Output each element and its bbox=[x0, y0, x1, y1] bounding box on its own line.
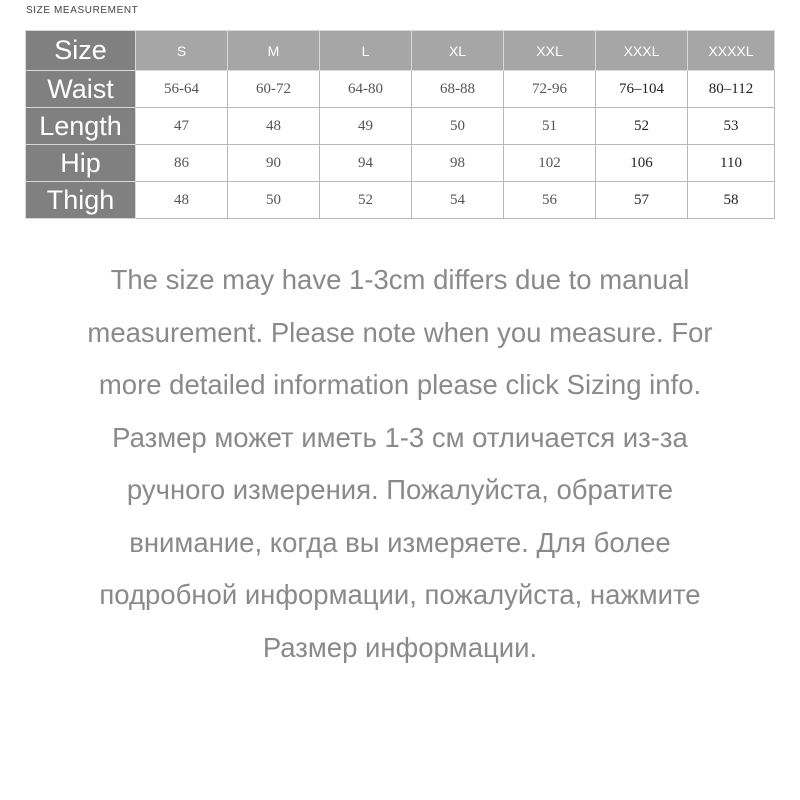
table-cell: 98 bbox=[412, 145, 504, 182]
note-line: внимание, когда вы измеряете. Для более bbox=[129, 526, 671, 558]
table-cell: 52 bbox=[320, 182, 412, 219]
size-corner-label: Size bbox=[26, 31, 136, 71]
table-cell: 47 bbox=[136, 108, 228, 145]
table-cell: 106 bbox=[596, 145, 688, 182]
table-cell: 53 bbox=[688, 108, 775, 145]
table-cell: 57 bbox=[596, 182, 688, 219]
note-line: measurement. Please note when you measure. For bbox=[87, 316, 713, 348]
size-chart-table bbox=[25, 30, 775, 219]
table-cell: 50 bbox=[412, 108, 504, 145]
size-header-row bbox=[26, 31, 775, 71]
size-header-cell: XXXXL bbox=[688, 31, 775, 71]
note-line: ручного измерения. Пожалуйста, обратите bbox=[126, 474, 674, 505]
table-cell: 48 bbox=[136, 182, 228, 219]
note-line: Размер может иметь 1-3 см отличается из-за bbox=[112, 421, 688, 453]
size-header-cell: XL bbox=[412, 31, 504, 71]
table-cell: 52 bbox=[596, 108, 688, 145]
note-line: The size may have 1-3cm differs due to manual bbox=[110, 264, 690, 295]
size-header-cell: XXXL bbox=[596, 31, 688, 71]
table-cell: 48 bbox=[228, 108, 320, 145]
table-row-thigh bbox=[26, 182, 775, 219]
table-cell: 80–112 bbox=[688, 71, 775, 108]
note-line: more detailed information please click Sizing info. bbox=[98, 369, 702, 400]
table-cell: 49 bbox=[320, 108, 412, 145]
table-cell: 58 bbox=[688, 182, 775, 219]
table-cell: 68-88 bbox=[412, 71, 504, 108]
size-measurement-caption: SIZE MEASUREMENT bbox=[26, 5, 139, 16]
table-cell: 102 bbox=[504, 145, 596, 182]
row-label-thigh: Thigh bbox=[26, 182, 136, 219]
size-note-text bbox=[40, 254, 760, 674]
table-cell: 76–104 bbox=[596, 71, 688, 108]
table-cell: 90 bbox=[228, 145, 320, 182]
table-cell: 94 bbox=[320, 145, 412, 182]
table-cell: 110 bbox=[688, 145, 775, 182]
size-header-cell: XXL bbox=[504, 31, 596, 71]
table-row-waist bbox=[26, 71, 775, 108]
size-header-cell: S bbox=[136, 31, 228, 71]
table-cell: 56 bbox=[504, 182, 596, 219]
note-line: Размер информации. bbox=[262, 631, 538, 663]
table-cell: 64-80 bbox=[320, 71, 412, 108]
row-label-length: Length bbox=[26, 108, 136, 145]
size-header-cell: L bbox=[320, 31, 412, 71]
size-header-cell: M bbox=[228, 31, 320, 71]
table-cell: 86 bbox=[136, 145, 228, 182]
table-cell: 54 bbox=[412, 182, 504, 219]
table-cell: 51 bbox=[504, 108, 596, 145]
table-cell: 50 bbox=[228, 182, 320, 219]
table-cell: 56-64 bbox=[136, 71, 228, 108]
row-label-hip: Hip bbox=[26, 145, 136, 182]
note-line: подробной информации, пожалуйста, нажмите bbox=[99, 579, 701, 610]
table-row-length bbox=[26, 108, 775, 145]
table-cell: 60-72 bbox=[228, 71, 320, 108]
table-row-hip bbox=[26, 145, 775, 182]
row-label-waist: Waist bbox=[26, 71, 136, 108]
table-cell: 72-96 bbox=[504, 71, 596, 108]
